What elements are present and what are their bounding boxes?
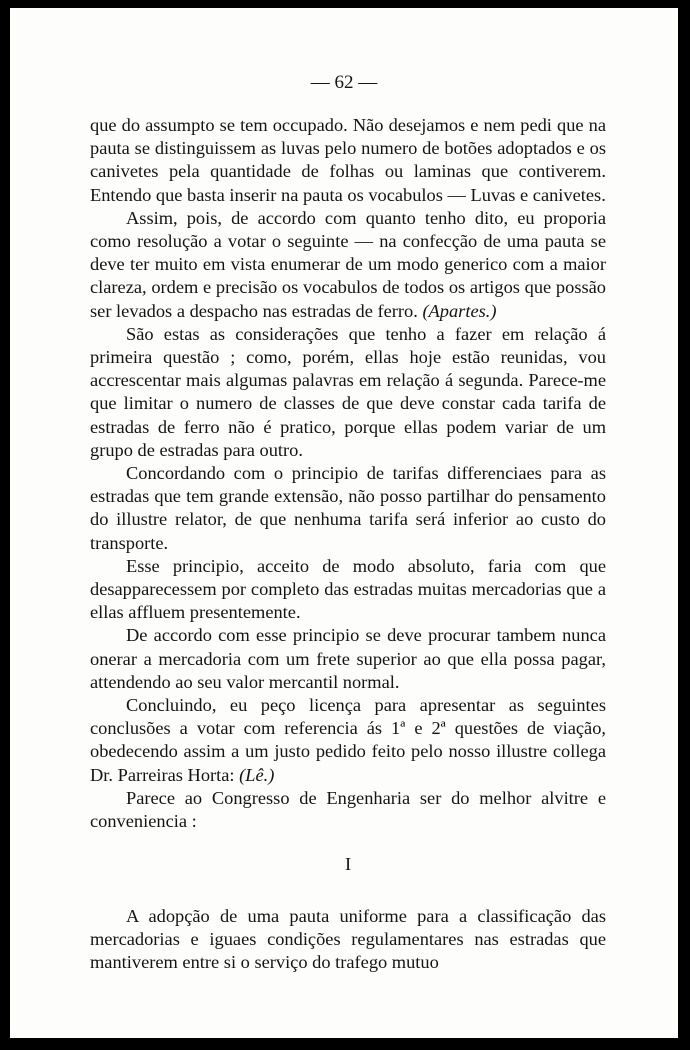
- paragraph-1: [90, 114, 606, 207]
- aside-apartes: (Apartes.): [422, 300, 497, 321]
- paragraph-6: [90, 624, 606, 694]
- page-body: [90, 114, 606, 974]
- section-heading: I: [344, 854, 352, 875]
- paragraph-2: [90, 207, 606, 323]
- paragraph-text: Concordando com o principio de tarifas differenciaes para as estradas que tem grande extensão, não posso partilhar do pensamento do illustre relator, de que nenhuma tarifa será inferior ao custo do transporte.: [90, 463, 606, 553]
- paragraph-text: Esse principio, acceito de modo absoluto, faria com que desapparecessem por completo das estradas muitas mercadorias que a ellas affluem presentemente.: [90, 555, 606, 623]
- paragraph-text: De accordo com esse principio se deve procurar tambem nunca onerar a mercadoria com um frete superior ao que ella possa pagar, attendendo ao seu valor mercantil normal.: [90, 625, 606, 692]
- paragraph-text: Concluindo, eu peço licença para apresentar as seguintes conclusões a votar com referencia ás 1ª e 2ª questões de viação, obedecendo assim a um justo pedido feito pelo nosso illustre collega Dr. Parreiras Horta:: [90, 695, 606, 785]
- page-number: — 62 —: [310, 72, 378, 93]
- paragraph-text: Parece ao Congresso de Engenharia ser do melhor alvitre e conveniencia :: [90, 787, 606, 832]
- paragraph-text: São estas as considerações que tenho a fazer em relação á primeira questão ; como, porém, ellas hoje estão reunidas, vou accrescentar mais algumas palavras em relação á segunda. Parece-me que limitar o numero de classes de que deve constar cada tarifa de estradas de ferro não é pratico, porque ellas podem variar de um grupo de estradas para outro.: [90, 323, 606, 460]
- paragraph-final: [90, 905, 606, 975]
- paragraph-text: que do assumpto se tem occupado. Não desejamos e nem pedi que na pauta se distinguissem as luvas pelo numero de botões adoptados e os canivetes pela quantidade de folhas ou laminas que contiverem. Entendo que basta inserir na pauta os vocabulos — Luvas e canivetes.: [90, 115, 606, 205]
- paragraph-7: [90, 694, 606, 787]
- paragraph-text: A adopção de uma pauta uniforme para a classificação das mercadorias e iguaes condições regulamentares nas estradas que mantiverem entre si o serviço do trafego mutuo: [90, 905, 606, 972]
- aside-le: (Lê.): [239, 764, 275, 785]
- paragraph-3: [90, 323, 606, 462]
- paragraph-5: [90, 555, 606, 625]
- book-page: [10, 8, 678, 1038]
- paragraph-text: Assim, pois, de accordo com quanto tenho dito, eu proporia como resolução a votar o seguinte — na confecção de uma pauta se deve ter muito em vista enumerar de um modo generico com a maior clareza, ordem e precisão os vocabulos de todos os artigos que possão ser levados a despacho nas estradas de ferro.: [90, 207, 606, 321]
- paragraph-4: [90, 462, 606, 555]
- paragraph-8: [90, 787, 606, 833]
